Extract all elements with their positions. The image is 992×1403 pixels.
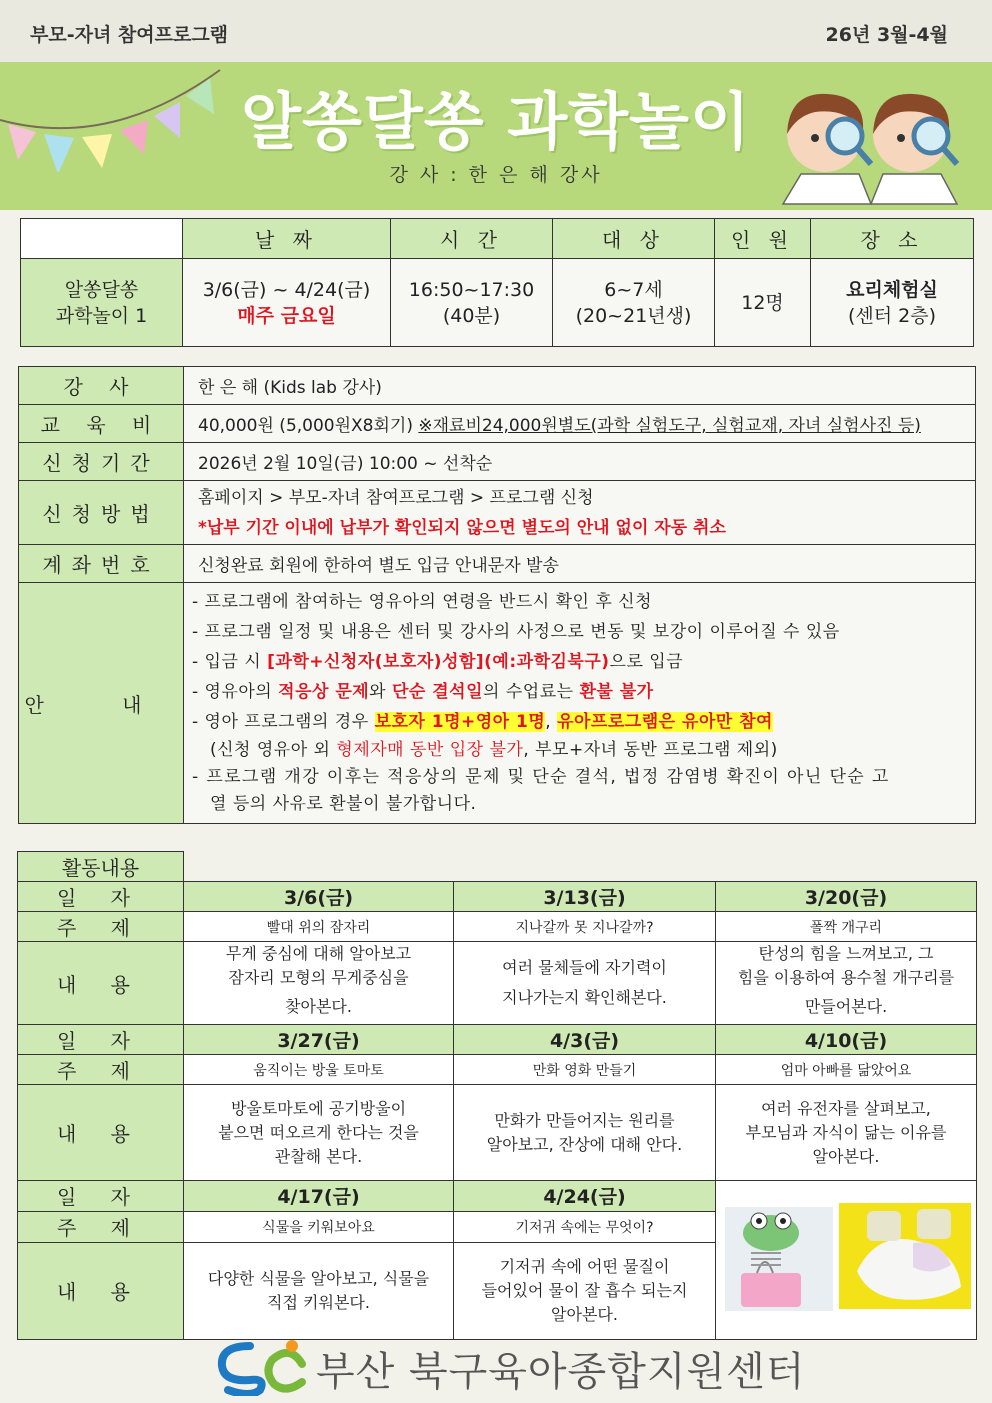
week-topic: 지나갈까 못 지나갈까? xyxy=(454,912,716,942)
date-range: 3/6(금) ~ 4/24(금) xyxy=(202,278,371,301)
notice-line6 xyxy=(192,737,969,763)
week-topic: 빨대 위의 잠자리 xyxy=(184,912,454,942)
week-date: 3/20(금) xyxy=(716,882,977,912)
fee-note: ※재료비24,000원별도(과학 실험도구, 실험교재, 자녀 실험사진 등) xyxy=(418,416,921,436)
notice-line3 xyxy=(192,647,969,677)
notice-line4 xyxy=(192,677,969,707)
program-name-cell xyxy=(21,259,183,347)
period-value: 2026년 2월 10일(금) 10:00 ~ 선착순 xyxy=(184,443,976,481)
notice-highlight: 환불 불가 xyxy=(579,682,654,702)
content-line: 무게 중심에 대해 알아보고 xyxy=(225,944,412,963)
week-date: 3/27(금) xyxy=(184,1025,454,1055)
fee-label: 교 육 비 xyxy=(19,405,184,443)
week-topic: 움직이는 방울 토마토 xyxy=(184,1055,454,1085)
notice-text: 와 xyxy=(369,682,392,702)
notice-marked: 보호자 1명+영아 1명 xyxy=(374,712,546,732)
notice-line2: - 프로그램 일정 및 내용은 센터 및 강사의 사정으로 변동 및 보강이 이루어질 수 있음 xyxy=(192,622,840,642)
method-cell xyxy=(184,481,976,545)
notice-text: (신청 영유아 외 xyxy=(210,740,337,760)
week-topic: 만화 영화 만들기 xyxy=(454,1055,716,1085)
content-line: 부모님과 자식이 닮는 이유를 xyxy=(745,1122,947,1142)
target-age: 6~7세 xyxy=(604,278,663,301)
content-line: 만화가 만들어지는 원리를 xyxy=(494,1110,675,1130)
week-date: 4/17(금) xyxy=(184,1181,454,1212)
method-warning: *납부 기간 이내에 납부가 확인되지 않으면 별도의 안내 없이 자동 취소 xyxy=(198,517,726,538)
target-cell xyxy=(553,259,715,347)
notice-line1: - 프로그램에 참여하는 영유아의 연령을 반드시 확인 후 신청 xyxy=(192,592,652,612)
account-value: 신청완료 회원에 한하여 별도 입금 안내문자 발송 xyxy=(184,545,976,583)
content-label: 내 용 xyxy=(18,1242,184,1339)
center-logo-icon xyxy=(210,1336,310,1396)
notice-text: - 영아 프로그램의 경우 xyxy=(192,712,375,732)
content-line: 알아보고, 잔상에 대해 안다. xyxy=(486,1134,683,1154)
center-name: 부산 북구육아종합지원센터 xyxy=(316,1349,806,1395)
content-line: 만들어본다. xyxy=(804,997,888,1016)
method-value: 홈페이지 > 부모-자녀 참여프로그램 > 프로그램 신청 xyxy=(198,487,594,508)
method-label: 신청방법 xyxy=(19,481,184,545)
period-label: 신청기간 xyxy=(19,443,184,481)
week-content xyxy=(184,942,454,1025)
top-bar xyxy=(0,0,992,62)
content-line: 방울토마토에 공기방울이 xyxy=(230,1098,407,1118)
instructor-value: 한 은 해 (Kids lab 강사) xyxy=(184,367,976,405)
notice-highlight: 적응상 문제 xyxy=(278,682,370,702)
kids-magnifier-illustration-icon xyxy=(775,86,970,206)
week-content xyxy=(454,942,716,1025)
activity-table xyxy=(17,851,977,1340)
week-content xyxy=(454,1085,716,1181)
schedule-corner xyxy=(21,219,183,259)
topic-label: 주 제 xyxy=(18,912,184,942)
notice-text: - 입금 시 xyxy=(192,652,268,672)
content-line: 알아본다. xyxy=(812,1146,880,1166)
week-content xyxy=(716,942,977,1025)
content-line: 알아본다. xyxy=(551,1304,618,1324)
notice-text: 의 수업료는 xyxy=(483,682,580,702)
schedule-table xyxy=(20,218,974,347)
date-label: 일 자 xyxy=(18,1181,184,1212)
week-topic: 기저귀 속에는 무엇이? xyxy=(454,1211,716,1242)
program-period: 26년 3월-4월 xyxy=(825,24,948,46)
notice-text: - 영유아의 xyxy=(192,682,279,702)
week-topic: 엄마 아빠를 닮았어요 xyxy=(716,1055,977,1085)
date-cell xyxy=(183,259,391,347)
time-value: 16:50~17:30 xyxy=(408,278,535,301)
content-line: 찾아본다. xyxy=(285,997,352,1016)
activity-header-blank xyxy=(184,852,977,882)
content-label: 내 용 xyxy=(18,1085,184,1181)
week-date: 3/13(금) xyxy=(454,882,716,912)
fee-cell xyxy=(184,405,976,443)
content-line: 기저귀 속에 어떤 물질이 xyxy=(499,1256,670,1276)
week-date: 4/3(금) xyxy=(454,1025,716,1055)
activity-photos xyxy=(716,1181,977,1340)
header-time: 시 간 xyxy=(391,219,553,259)
notice-highlight: 형제자매 동반 입장 불가 xyxy=(336,740,524,760)
content-line: 붙으면 떠오르게 한다는 것을 xyxy=(218,1122,419,1142)
content-line: 관찰해 본다. xyxy=(274,1146,363,1166)
fee-value: 40,000원 (5,000원X8회기) xyxy=(198,416,419,436)
activity-section-label: 활동내용 xyxy=(18,852,184,882)
duration-value: (40분) xyxy=(442,304,501,327)
header-date: 날 짜 xyxy=(183,219,391,259)
notice-text: , xyxy=(545,712,558,732)
target-birth: (20~21년생) xyxy=(575,304,692,327)
place-detail: (센터 2층) xyxy=(847,304,936,327)
week-topic: 폴짝 개구리 xyxy=(716,912,977,942)
instructor-subtitle: 강 사 : 한 은 해 강사 xyxy=(389,164,603,186)
program-name-line1: 알쏭달쏭 xyxy=(64,278,139,301)
notice-line8: 열 등의 사유로 환불이 불가합니다. xyxy=(210,794,477,814)
content-line: 다양한 식물을 알아보고, 식물을 xyxy=(207,1268,430,1288)
date-label: 일 자 xyxy=(18,882,184,912)
week-date: 4/24(금) xyxy=(454,1181,716,1212)
account-label: 계좌번호 xyxy=(19,545,184,583)
activity-photos-icon xyxy=(717,1181,975,1335)
place-name: 요리체험실 xyxy=(846,278,938,301)
week-topic: 식물을 키워보아요 xyxy=(184,1211,454,1242)
week-date: 3/6(금) xyxy=(184,882,454,912)
content-line: 잠자리 모형의 무게중심을 xyxy=(228,968,409,987)
content-line: 직접 키워본다. xyxy=(267,1292,370,1312)
capacity-cell: 12명 xyxy=(715,259,811,347)
notice-text: , 부모+자녀 동반 프로그램 제외) xyxy=(523,740,778,760)
program-name-line2: 과학놀이 1 xyxy=(55,304,148,327)
week-content xyxy=(454,1242,716,1339)
content-line: 여러 유전자를 살펴보고, xyxy=(761,1098,931,1118)
notice-highlight: [과학+신청자(보호자)성함](예:과학김북구) xyxy=(267,652,610,672)
notice-highlight: 단순 결석일 xyxy=(392,682,484,702)
content-line: 들어있어 물이 잘 흡수 되는지 xyxy=(481,1280,688,1300)
content-line: 여러 물체들에 자기력이 xyxy=(502,958,667,977)
week-date: 4/10(금) xyxy=(716,1025,977,1055)
notice-line5 xyxy=(192,707,969,737)
place-cell xyxy=(811,259,974,347)
date-note: 매주 금요일 xyxy=(237,304,336,327)
content-line: 힘을 이용하여 용수철 개구리를 xyxy=(737,968,955,987)
date-label: 일 자 xyxy=(18,1025,184,1055)
program-category: 부모-자녀 참여프로그램 xyxy=(30,24,229,46)
content-label: 내 용 xyxy=(18,942,184,1025)
week-content xyxy=(716,1085,977,1181)
instructor-label: 강 사 xyxy=(19,367,184,405)
header-target: 대 상 xyxy=(553,219,715,259)
info-table xyxy=(18,366,976,824)
content-line: 탄성의 힘을 느껴보고, 그 xyxy=(758,944,934,963)
notice-marked: 유아프로그램은 유아만 참여 xyxy=(557,712,773,732)
content-line: 지나가는지 확인해본다. xyxy=(502,988,667,1007)
topic-label: 주 제 xyxy=(18,1055,184,1085)
notice-line7: - 프로그램 개강 이후는 적응상의 문제 및 단순 결석, 법정 감염병 확진이 아닌 단순 고 xyxy=(192,767,890,787)
notice-cell xyxy=(184,583,976,824)
header-capacity: 인 원 xyxy=(715,219,811,259)
notice-label: 안 내 xyxy=(19,583,184,824)
header-place: 장 소 xyxy=(811,219,974,259)
topic-label: 주 제 xyxy=(18,1211,184,1242)
time-cell xyxy=(391,259,553,347)
week-content xyxy=(184,1242,454,1339)
program-title: 알쏭달쏭 과학놀이 xyxy=(241,85,751,158)
week-content xyxy=(184,1085,454,1181)
notice-text: 으로 입금 xyxy=(609,652,684,672)
